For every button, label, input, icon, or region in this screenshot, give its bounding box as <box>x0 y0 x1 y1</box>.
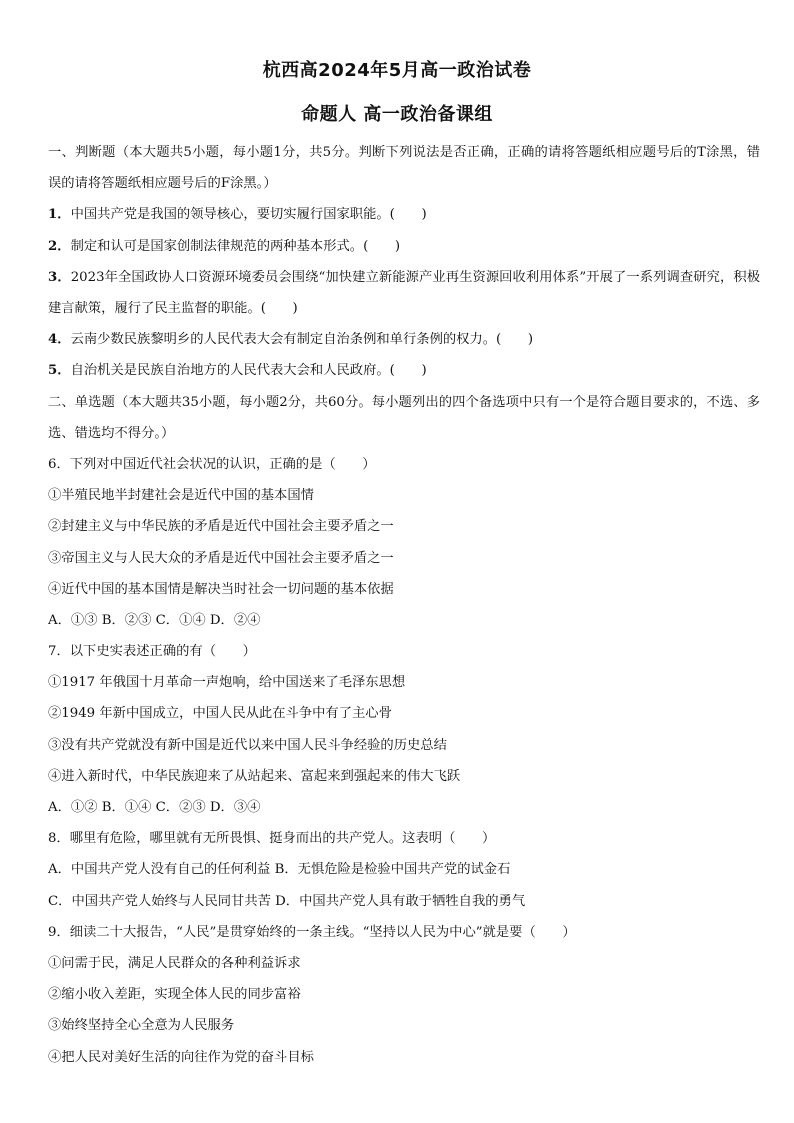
question-text: 2023年全国政协人口资源环境委员会围绕“加快建立新能源产业再生资源回收利用体系”开展了一系列调查研究，积极建言献策，履行了民主监督的职能。( ) <box>48 269 760 316</box>
question-5 <box>48 355 760 386</box>
exam-body <box>48 137 760 1073</box>
question-7-option: ②1949 年新中国成立，中国人民从此在斗争中有了主心骨 <box>48 706 392 722</box>
question-6-option: ②封建主义与中华民族的矛盾是近代中国社会主要矛盾之一 <box>48 519 394 535</box>
question-3 <box>48 262 760 324</box>
question-8-stem: 8．哪里有危险，哪里就有无所畏惧、挺身而出的共产党人。这表明（ ） <box>48 831 496 847</box>
question-text: 云南少数民族黎明乡的人民代表大会有制定自治条例和单行条例的权力。( ) <box>70 332 534 348</box>
section1-heading: 一、判断题（本大题共5小题，每小题1分，共5分。判断下列说法是否正确，正确的请将答题纸相应题号后的T涂黑，错误的请将答题纸相应题号后的F涂黑。） <box>48 145 760 192</box>
question-9-option: ③始终坚持全心全意为人民服务 <box>48 1018 235 1034</box>
question-text: 自治机关是民族自治地方的人民代表大会和人民政府。( ) <box>70 363 427 379</box>
exam-title: 杭西高2024年5月高一政治试卷 <box>262 60 532 81</box>
question-6-stem: 6．下列对中国近代社会状况的认识，正确的是（ ） <box>48 456 376 472</box>
question-text: 中国共产党是我国的领导核心，要切实履行国家职能。( ) <box>70 207 427 223</box>
question-7-answers: A．①② B．①④ C．②③ D．③④ <box>48 800 261 816</box>
question-2 <box>48 231 760 262</box>
question-7-option: ④进入新时代，中华民族迎来了从站起来、富起来到强起来的伟大飞跃 <box>48 768 461 784</box>
question-8-option: A．中国共产党人没有自己的任何利益 B．无惧危险是检验中国共产党的试金石 <box>48 862 511 878</box>
section2-heading: 二、单选题（本大题共35小题，每小题2分，共60分。每小题列出的四个备选项中只有一个是符合题目要求的，不选、多选、错选均不得分。） <box>48 394 760 441</box>
question-number: 2． <box>48 238 71 254</box>
question-6-option: ④近代中国的基本国情是解决当时社会一切问题的基本依据 <box>48 581 394 597</box>
question-text: 制定和认可是国家创制法律规范的两种基本形式。( ) <box>70 238 401 254</box>
question-1 <box>48 199 760 230</box>
question-6-option: ①半殖民地半封建社会是近代中国的基本国情 <box>48 488 314 504</box>
question-7-option: ③没有共产党就没有新中国是近代以来中国人民斗争经验的历史总结 <box>48 737 447 753</box>
question-number: 5． <box>48 363 71 379</box>
exam-subtitle: 命题人 高一政治备课组 <box>301 104 493 125</box>
question-6-option: ③帝国主义与人民大众的矛盾是近代中国社会主要矛盾之一 <box>48 550 394 566</box>
question-9-option: ②缩小收入差距，实现全体人民的同步富裕 <box>48 987 301 1003</box>
question-number: 3． <box>48 269 71 285</box>
question-6-answers: A．①③ B．②③ C．①④ D．②④ <box>48 612 261 628</box>
question-7-option: ①1917 年俄国十月革命一声炮响，给中国送来了毛泽东思想 <box>48 675 406 691</box>
question-8-option: C．中国共产党人始终与人民同甘共苦 D．中国共产党人具有敢于牺牲自我的勇气 <box>48 893 526 909</box>
question-4 <box>48 324 760 355</box>
question-7-stem: 7．以下史实表述正确的有（ ） <box>48 644 256 660</box>
question-number: 1． <box>48 207 71 223</box>
question-number: 4． <box>48 332 71 348</box>
question-9-option: ①问需于民，满足人民群众的各种利益诉求 <box>48 955 301 971</box>
question-9-option: ④把人民对美好生活的向往作为党的奋斗目标 <box>48 1049 314 1065</box>
question-9-stem: 9．细读二十大报告，“人民”是贯穿始终的一条主线。“坚持以人民为中心”就是要（ ） <box>48 924 576 940</box>
